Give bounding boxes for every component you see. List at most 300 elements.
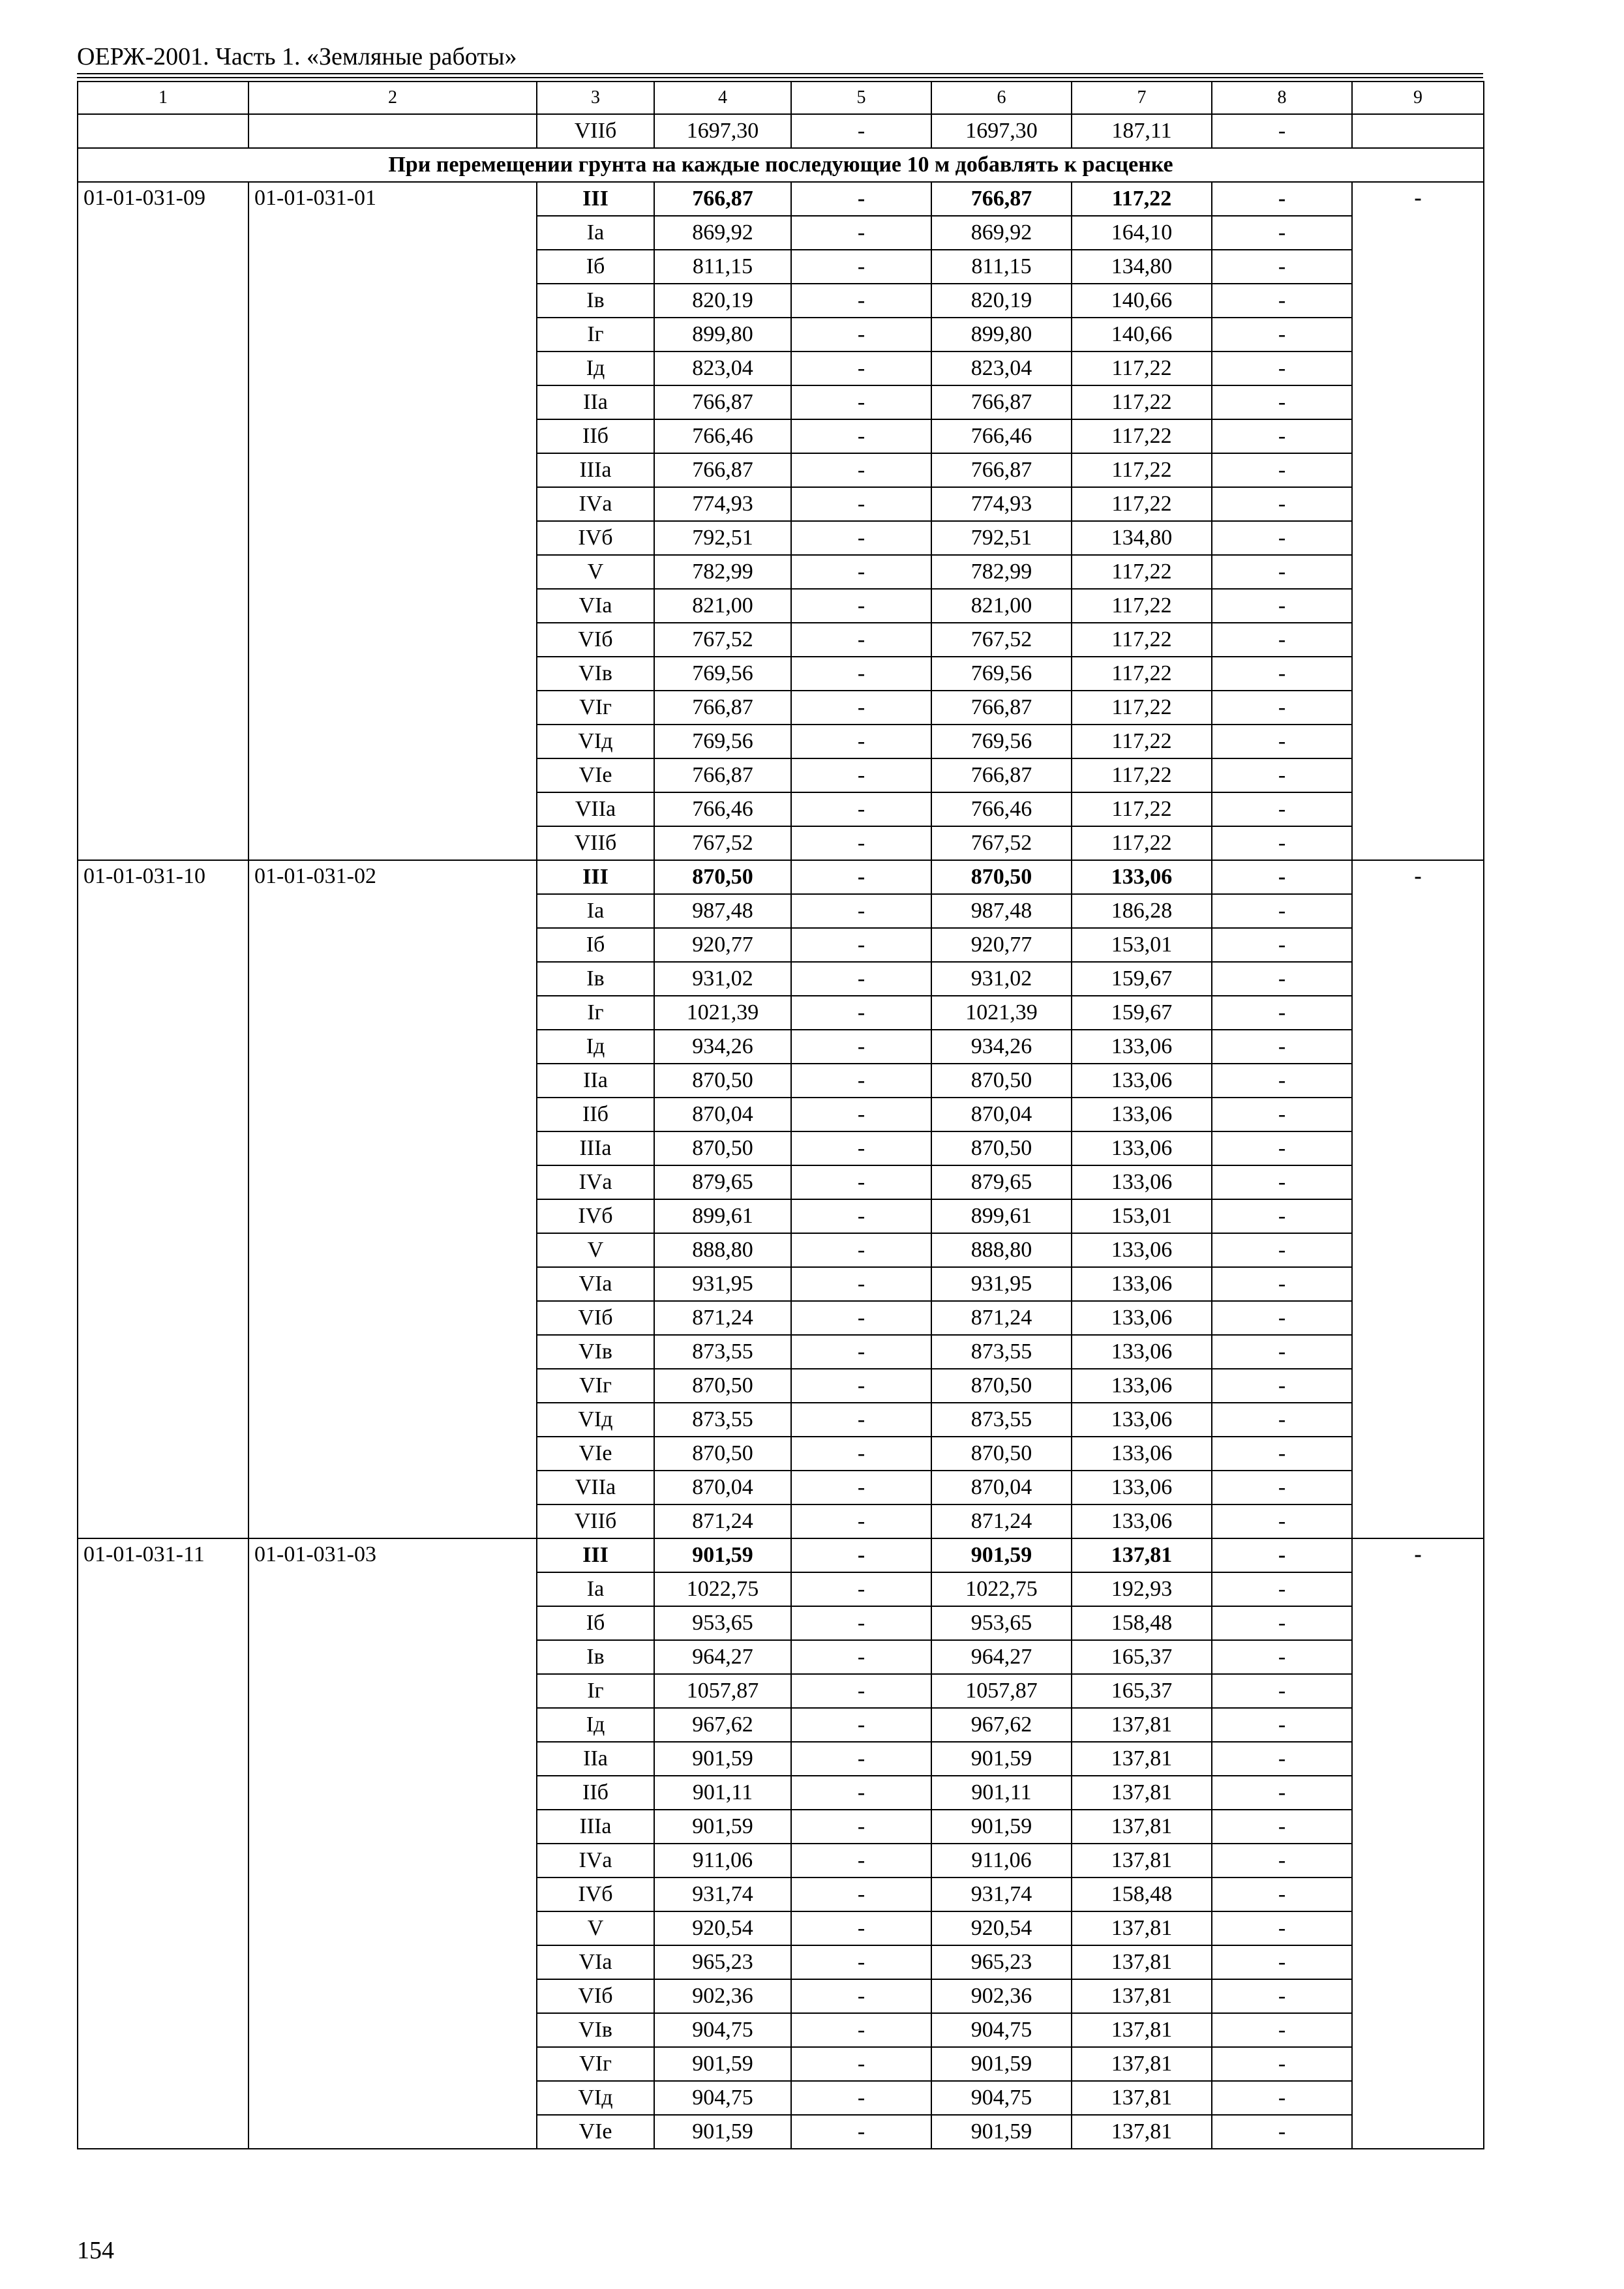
soil-category: Iв	[537, 962, 654, 996]
rates-table	[77, 81, 1484, 2149]
soil-category: VIв	[537, 1335, 654, 1369]
table-cell: -	[791, 1878, 931, 1911]
table-cell: VIIб	[537, 114, 654, 148]
table-cell: 117,22	[1072, 826, 1212, 860]
table-cell: 820,19	[931, 284, 1072, 318]
rate-code: 01-01-031-11	[78, 1538, 248, 2149]
table-cell: 1022,75	[931, 1572, 1072, 1606]
soil-category: Iа	[537, 1572, 654, 1606]
table-cell: 920,54	[931, 1911, 1072, 1945]
table-cell: -	[1212, 589, 1352, 623]
table-cell: -	[1212, 1369, 1352, 1403]
table-cell: 811,15	[654, 250, 791, 284]
soil-category: VIг	[537, 2047, 654, 2081]
table-cell: -	[1212, 1030, 1352, 1064]
column-number: 5	[791, 82, 931, 114]
table-cell: -	[791, 1844, 931, 1878]
table-row	[78, 182, 1484, 216]
table-cell: -	[1212, 962, 1352, 996]
table-cell: 911,06	[931, 1844, 1072, 1878]
table-cell: 766,46	[931, 419, 1072, 453]
table-cell: -	[1212, 725, 1352, 758]
table-cell: 117,22	[1072, 487, 1212, 521]
soil-category: Iб	[537, 250, 654, 284]
table-cell: 811,15	[931, 250, 1072, 284]
table-cell: 870,50	[654, 1369, 791, 1403]
table-cell: -	[791, 216, 931, 250]
soil-category: IVа	[537, 1844, 654, 1878]
soil-category: VIг	[537, 691, 654, 725]
soil-category: IIб	[537, 1098, 654, 1131]
table-cell: -	[1212, 1131, 1352, 1165]
table-cell: -	[1212, 555, 1352, 589]
table-cell: -	[1212, 1810, 1352, 1844]
table-cell: -	[791, 589, 931, 623]
table-cell: -	[1212, 284, 1352, 318]
soil-category: IIIа	[537, 1810, 654, 1844]
table-cell: -	[791, 657, 931, 691]
table-cell: 965,23	[654, 1945, 791, 1979]
table-cell: 774,93	[654, 487, 791, 521]
table-cell: 953,65	[654, 1606, 791, 1640]
table-cell: 165,37	[1072, 1640, 1212, 1674]
table-cell: -	[791, 2081, 931, 2115]
table-cell: 901,11	[931, 1776, 1072, 1810]
table-cell: -	[1212, 1945, 1352, 1979]
table-cell: 901,59	[654, 1538, 791, 1572]
table-cell: 901,59	[931, 2115, 1072, 2149]
table-cell: 965,23	[931, 1945, 1072, 1979]
table-cell: 133,06	[1072, 1471, 1212, 1504]
table-cell: 902,36	[931, 1979, 1072, 2013]
table-cell: 137,81	[1072, 2081, 1212, 2115]
table-row	[78, 114, 1484, 148]
table-cell: -	[791, 894, 931, 928]
section-note: При перемещении грунта на каждые последующие 10 м добавлять к расценке	[78, 148, 1484, 182]
table-cell: 1021,39	[654, 996, 791, 1030]
table-cell: -	[791, 996, 931, 1030]
table-cell: 899,80	[654, 318, 791, 352]
table-cell: -	[791, 555, 931, 589]
table-cell: 137,81	[1072, 1776, 1212, 1810]
table-cell: -	[1212, 385, 1352, 419]
table-cell: 1697,30	[931, 114, 1072, 148]
page-header-title: ОЕРЖ-2001. Часть 1. «Земляные работы»	[77, 43, 517, 70]
table-cell: -	[1212, 623, 1352, 657]
table-cell: 133,06	[1072, 860, 1212, 894]
soil-category: VIIа	[537, 792, 654, 826]
table-row	[78, 860, 1484, 894]
base-rate-code: 01-01-031-03	[248, 1538, 537, 2149]
table-cell: 766,46	[654, 792, 791, 826]
table-cell: -	[791, 284, 931, 318]
table-cell: 871,24	[654, 1504, 791, 1538]
table-cell: 117,22	[1072, 792, 1212, 826]
table-cell: -	[1212, 2081, 1352, 2115]
table-cell: 137,81	[1072, 1810, 1212, 1844]
soil-category: VIг	[537, 1369, 654, 1403]
table-cell: -	[791, 419, 931, 453]
table-cell: -	[1212, 1064, 1352, 1098]
table-cell: -	[1212, 657, 1352, 691]
base-rate-code: 01-01-031-02	[248, 860, 537, 1538]
column-9-cell: -	[1352, 1538, 1484, 2149]
table-cell: -	[1212, 2115, 1352, 2149]
table-cell: 133,06	[1072, 1437, 1212, 1471]
table-cell: 117,22	[1072, 623, 1212, 657]
table-cell: 117,22	[1072, 657, 1212, 691]
header-rule	[77, 73, 1483, 74]
soil-category: Iб	[537, 928, 654, 962]
table-cell: -	[1212, 1674, 1352, 1708]
table-cell: 871,24	[931, 1301, 1072, 1335]
table-cell: 137,81	[1072, 1538, 1212, 1572]
table-cell: 133,06	[1072, 1030, 1212, 1064]
table-cell: 153,01	[1072, 1199, 1212, 1233]
table-cell: 931,74	[654, 1878, 791, 1911]
table-cell: 920,77	[654, 928, 791, 962]
table-cell: -	[1212, 419, 1352, 453]
table-cell: 869,92	[654, 216, 791, 250]
table-cell: -	[1212, 521, 1352, 555]
table-cell: -	[791, 182, 931, 216]
table-cell: 192,93	[1072, 1572, 1212, 1606]
table-cell: 902,36	[654, 1979, 791, 2013]
soil-category: VIб	[537, 1979, 654, 2013]
table-cell: -	[1212, 1640, 1352, 1674]
table-cell: 792,51	[654, 521, 791, 555]
table-cell: -	[1212, 1878, 1352, 1911]
table-cell: -	[1212, 1911, 1352, 1945]
table-cell: 117,22	[1072, 182, 1212, 216]
soil-category: Iд	[537, 352, 654, 385]
table-cell: -	[791, 1403, 931, 1437]
table-cell: -	[1212, 894, 1352, 928]
table-cell: 870,50	[654, 1131, 791, 1165]
table-cell: 767,52	[654, 826, 791, 860]
table-row	[78, 1538, 1484, 1572]
table-cell: 117,22	[1072, 589, 1212, 623]
soil-category: Iв	[537, 284, 654, 318]
table-cell: 137,81	[1072, 2013, 1212, 2047]
table-cell: 901,59	[654, 1810, 791, 1844]
soil-category: IVа	[537, 487, 654, 521]
table-cell: 137,81	[1072, 1945, 1212, 1979]
table-cell: -	[791, 758, 931, 792]
table-cell: 911,06	[654, 1844, 791, 1878]
table-cell: -	[791, 1471, 931, 1504]
table-cell: 767,52	[931, 623, 1072, 657]
table-cell: -	[1212, 1504, 1352, 1538]
table-cell: 137,81	[1072, 2115, 1212, 2149]
table-cell: -	[1212, 1742, 1352, 1776]
table-cell: 133,06	[1072, 1233, 1212, 1267]
table-cell: 134,80	[1072, 521, 1212, 555]
table-cell: -	[1212, 996, 1352, 1030]
table-cell: 899,80	[931, 318, 1072, 352]
table-cell: 767,52	[931, 826, 1072, 860]
table-cell: -	[791, 1098, 931, 1131]
table-cell: 964,27	[654, 1640, 791, 1674]
table-cell: -	[1212, 1335, 1352, 1369]
table-cell: 769,56	[654, 657, 791, 691]
table-cell: 870,04	[931, 1471, 1072, 1504]
table-cell	[248, 114, 537, 148]
table-cell: -	[791, 114, 931, 148]
table-cell: -	[791, 1267, 931, 1301]
soil-category: VIб	[537, 623, 654, 657]
soil-category: III	[537, 1538, 654, 1572]
table-cell: 769,56	[931, 725, 1072, 758]
table-cell: -	[791, 928, 931, 962]
soil-category: IIб	[537, 1776, 654, 1810]
table-cell: 823,04	[654, 352, 791, 385]
table-cell: 133,06	[1072, 1131, 1212, 1165]
table-cell: -	[791, 962, 931, 996]
table-cell: 870,04	[654, 1098, 791, 1131]
table-cell: -	[1212, 216, 1352, 250]
soil-category: VIв	[537, 2013, 654, 2047]
table-cell: -	[791, 1064, 931, 1098]
table-cell	[78, 114, 248, 148]
table-cell: 133,06	[1072, 1165, 1212, 1199]
soil-category: VIа	[537, 589, 654, 623]
table-cell: 870,50	[654, 1064, 791, 1098]
table-cell: -	[1212, 1267, 1352, 1301]
table-cell: 934,26	[654, 1030, 791, 1064]
table-cell: -	[791, 453, 931, 487]
table-cell: -	[791, 1674, 931, 1708]
column-number: 2	[248, 82, 537, 114]
table-cell: -	[791, 1131, 931, 1165]
table-cell: 821,00	[654, 589, 791, 623]
table-cell: 766,87	[654, 453, 791, 487]
table-cell: -	[791, 725, 931, 758]
table-cell: -	[791, 1979, 931, 2013]
table-cell: -	[1212, 1098, 1352, 1131]
table-cell: 766,87	[931, 691, 1072, 725]
soil-category: IVб	[537, 1878, 654, 1911]
table-cell: -	[1212, 826, 1352, 860]
table-cell: -	[1212, 758, 1352, 792]
table-cell: -	[1212, 860, 1352, 894]
table-cell: 1021,39	[931, 996, 1072, 1030]
table-cell: 1022,75	[654, 1572, 791, 1606]
soil-category: Iб	[537, 1606, 654, 1640]
table-cell: 117,22	[1072, 725, 1212, 758]
column-9-cell: -	[1352, 860, 1484, 1538]
soil-category: V	[537, 1911, 654, 1945]
table-cell: 873,55	[654, 1403, 791, 1437]
table-cell: -	[1212, 182, 1352, 216]
table-cell: -	[791, 1233, 931, 1267]
table-cell: 821,00	[931, 589, 1072, 623]
table-cell: 869,92	[931, 216, 1072, 250]
column-9-cell: -	[1352, 182, 1484, 860]
table-cell: 792,51	[931, 521, 1072, 555]
table-cell: 904,75	[654, 2013, 791, 2047]
soil-category: IIб	[537, 419, 654, 453]
column-number: 8	[1212, 82, 1352, 114]
table-cell: -	[1212, 1572, 1352, 1606]
table-cell: 134,80	[1072, 250, 1212, 284]
table-cell: -	[791, 318, 931, 352]
table-cell: 769,56	[931, 657, 1072, 691]
table-cell: 133,06	[1072, 1301, 1212, 1335]
table-cell: -	[791, 2047, 931, 2081]
table-cell: -	[1212, 1606, 1352, 1640]
table-cell: 931,95	[654, 1267, 791, 1301]
table-cell: 873,55	[654, 1335, 791, 1369]
table-cell: 133,06	[1072, 1403, 1212, 1437]
header-rule-double	[77, 77, 1483, 78]
table-cell: 934,26	[931, 1030, 1072, 1064]
table-cell: 967,62	[654, 1708, 791, 1742]
table-cell: 133,06	[1072, 1369, 1212, 1403]
table-cell: 117,22	[1072, 691, 1212, 725]
table-cell: 901,59	[654, 2115, 791, 2149]
table-cell: 774,93	[931, 487, 1072, 521]
table-cell: 870,50	[654, 1437, 791, 1471]
table-cell: 158,48	[1072, 1878, 1212, 1911]
table-cell: 901,59	[931, 2047, 1072, 2081]
table-cell: 158,48	[1072, 1606, 1212, 1640]
table-cell: 1057,87	[654, 1674, 791, 1708]
soil-category: Iг	[537, 996, 654, 1030]
table-cell: -	[1212, 1708, 1352, 1742]
table-cell: 870,50	[931, 1369, 1072, 1403]
table-cell: -	[791, 352, 931, 385]
table-cell: 870,50	[931, 860, 1072, 894]
soil-category: IIа	[537, 385, 654, 419]
table-cell: 766,87	[654, 691, 791, 725]
table-cell: 899,61	[654, 1199, 791, 1233]
soil-category: VIд	[537, 1403, 654, 1437]
table-cell: 140,66	[1072, 284, 1212, 318]
table-cell: 901,59	[931, 1742, 1072, 1776]
table-cell: 766,87	[654, 182, 791, 216]
table-cell: 920,77	[931, 928, 1072, 962]
table-cell: -	[1212, 691, 1352, 725]
table-cell: 159,67	[1072, 962, 1212, 996]
table-cell: 920,54	[654, 1911, 791, 1945]
table-cell: -	[791, 1301, 931, 1335]
soil-category: IVа	[537, 1165, 654, 1199]
soil-category: Iд	[537, 1708, 654, 1742]
table-cell: -	[1212, 1403, 1352, 1437]
table-cell: 879,65	[654, 1165, 791, 1199]
table-cell: 137,81	[1072, 1911, 1212, 1945]
table-cell: -	[791, 1776, 931, 1810]
table-cell: -	[791, 1945, 931, 1979]
table-cell: 899,61	[931, 1199, 1072, 1233]
table-cell: 769,56	[654, 725, 791, 758]
table-cell: 1057,87	[931, 1674, 1072, 1708]
table-cell: -	[791, 1335, 931, 1369]
soil-category: VIб	[537, 1301, 654, 1335]
table-cell: 164,10	[1072, 216, 1212, 250]
table-cell: 137,81	[1072, 1742, 1212, 1776]
soil-category: VIд	[537, 2081, 654, 2115]
table-cell: -	[1212, 1165, 1352, 1199]
soil-category: Iа	[537, 894, 654, 928]
table-cell: 766,87	[654, 758, 791, 792]
table-cell: 904,75	[931, 2013, 1072, 2047]
rates-table-body	[78, 82, 1484, 2149]
table-cell: -	[791, 860, 931, 894]
table-cell: -	[1212, 453, 1352, 487]
table-cell: -	[791, 1437, 931, 1471]
soil-category: Iв	[537, 1640, 654, 1674]
table-cell: 766,46	[654, 419, 791, 453]
table-cell: 137,81	[1072, 1708, 1212, 1742]
table-cell: 901,59	[931, 1538, 1072, 1572]
table-cell: -	[791, 826, 931, 860]
table-cell: 871,24	[931, 1504, 1072, 1538]
soil-category: Iг	[537, 318, 654, 352]
soil-category: IIIа	[537, 1131, 654, 1165]
soil-category: VIIб	[537, 826, 654, 860]
table-cell: 987,48	[654, 894, 791, 928]
table-cell: 931,95	[931, 1267, 1072, 1301]
table-cell: -	[1212, 1437, 1352, 1471]
table-cell: -	[1212, 2013, 1352, 2047]
table-cell: 870,04	[931, 1098, 1072, 1131]
table-cell: 766,87	[931, 385, 1072, 419]
table-cell: 870,04	[654, 1471, 791, 1504]
table-cell: -	[791, 250, 931, 284]
table-cell: 117,22	[1072, 385, 1212, 419]
soil-category: IVб	[537, 1199, 654, 1233]
table-cell: 187,11	[1072, 114, 1212, 148]
table-cell: -	[791, 2013, 931, 2047]
table-cell: 953,65	[931, 1606, 1072, 1640]
table-cell: 873,55	[931, 1335, 1072, 1369]
table-cell: 901,59	[931, 1810, 1072, 1844]
table-cell: -	[1212, 1199, 1352, 1233]
soil-category: VIв	[537, 657, 654, 691]
table-cell: 870,50	[931, 1131, 1072, 1165]
column-number: 9	[1352, 82, 1484, 114]
table-cell: -	[791, 1369, 931, 1403]
table-cell: -	[791, 691, 931, 725]
table-cell: -	[791, 1538, 931, 1572]
table-cell: 901,11	[654, 1776, 791, 1810]
soil-category: VIд	[537, 725, 654, 758]
table-cell: -	[791, 623, 931, 657]
table-cell: 117,22	[1072, 352, 1212, 385]
table-cell: 931,02	[931, 962, 1072, 996]
soil-category: VIе	[537, 2115, 654, 2149]
soil-category: VIа	[537, 1945, 654, 1979]
table-cell: 888,80	[931, 1233, 1072, 1267]
table-cell: -	[1212, 2047, 1352, 2081]
table-cell: -	[791, 1742, 931, 1776]
table-cell: -	[791, 1911, 931, 1945]
table-cell: 766,46	[931, 792, 1072, 826]
table-cell: 159,67	[1072, 996, 1212, 1030]
table-cell: -	[1212, 1233, 1352, 1267]
column-number: 1	[78, 82, 248, 114]
table-cell: 137,81	[1072, 1844, 1212, 1878]
rate-code: 01-01-031-09	[78, 182, 248, 860]
table-cell: 766,87	[931, 453, 1072, 487]
table-cell: -	[791, 487, 931, 521]
table-cell: 901,59	[654, 2047, 791, 2081]
table-cell: -	[791, 1504, 931, 1538]
table-cell: 987,48	[931, 894, 1072, 928]
soil-category: VIе	[537, 1437, 654, 1471]
